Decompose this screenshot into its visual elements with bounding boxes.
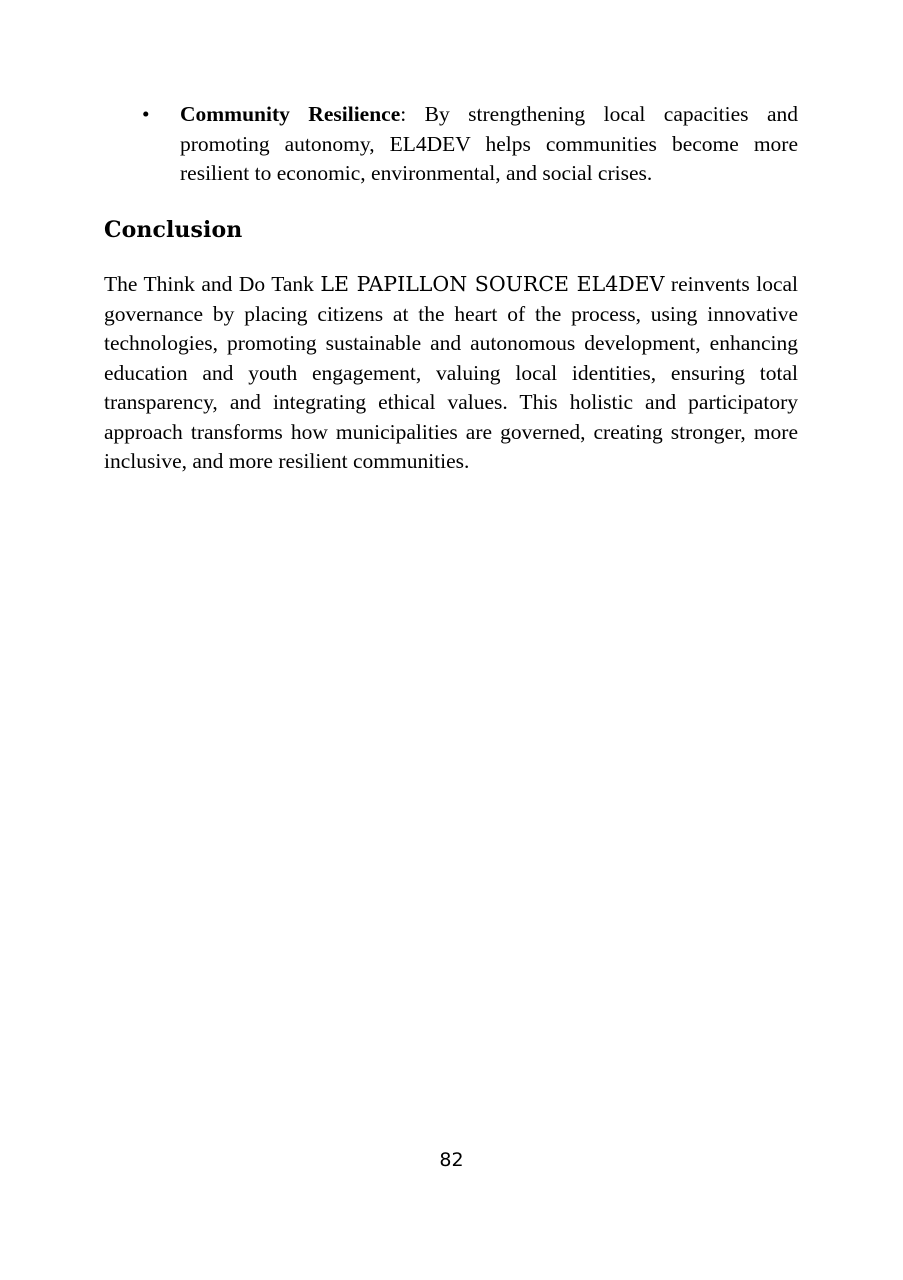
list-item [104,100,798,189]
bullet-point-icon: • [142,102,150,126]
paragraph-text-body: reinvents local governance by placing citizens at the heart of the process, using innovative technologies, promoting sustainable and autonomous development, enhancing education and youth engagement, valuing local identities, ensuring total transparency, and integrating ethical values. This holistic and participatory approach transforms how municipalities are governed, creating stronger, more inclusive, and more resilient communities. [104,272,799,473]
page-content [104,100,798,477]
bullet-list [104,100,798,189]
page-number: 82 [439,1149,464,1171]
list-item-separator: : [400,102,407,126]
section-heading-conclusion: Conclusion [104,216,243,243]
list-item-term: Community Resilience [180,102,401,126]
conclusion-paragraph [104,270,798,477]
organization-name: LE PAPILLON SOURCE EL4DEV [320,272,665,296]
paragraph-text-lead: The Think and Do Tank [104,272,321,296]
list-item-description: By strengthening local capacities and promoting autonomy, EL4DEV helps communities become more resilient to economic, environmental, and social crises. [180,102,798,185]
